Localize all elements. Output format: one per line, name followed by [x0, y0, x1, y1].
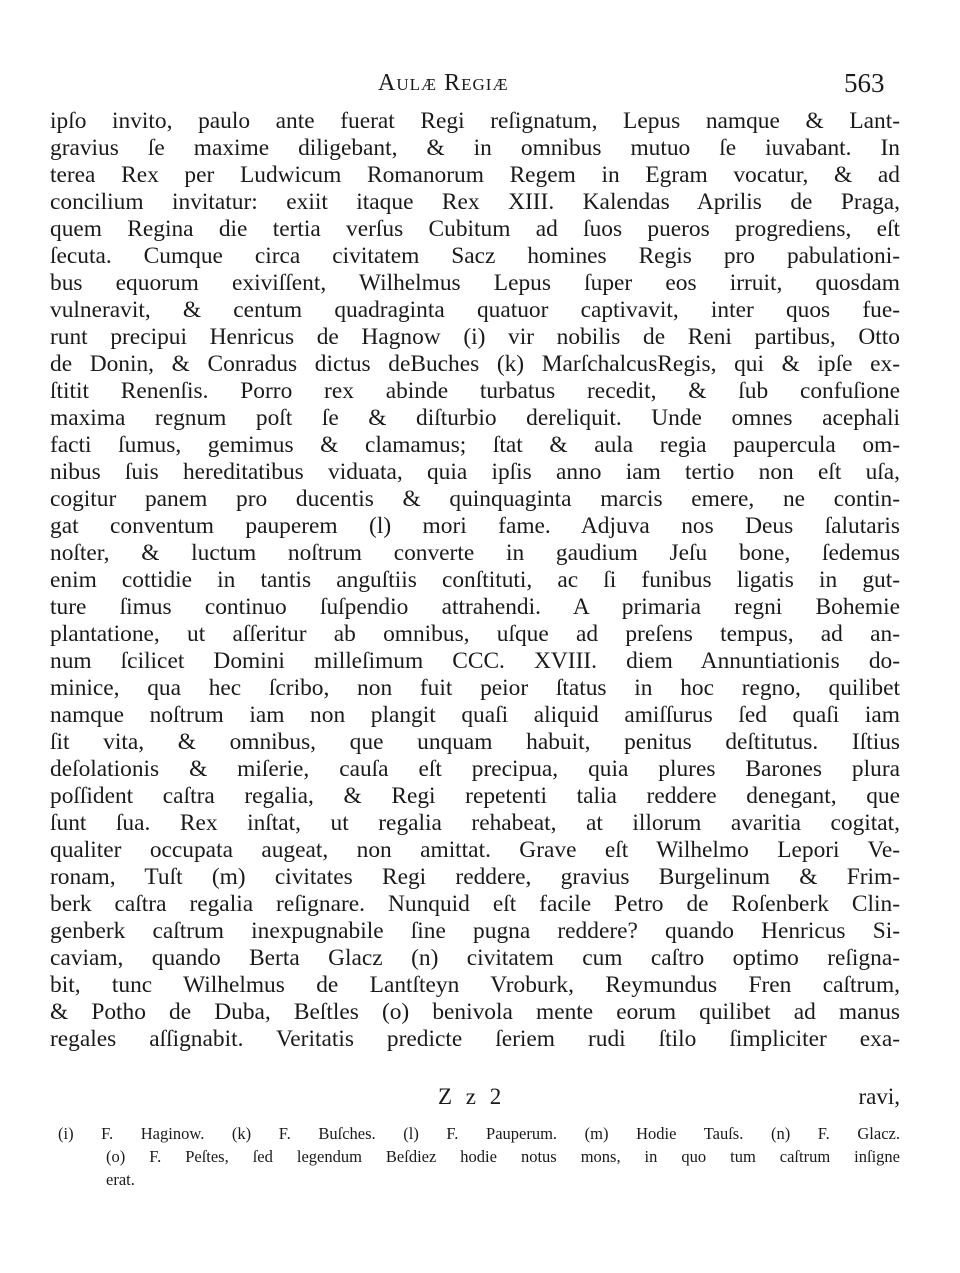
text-line: noſter, & luctum noſtrum converte in gaudium Jeſu bone, ſedemus: [50, 540, 900, 566]
text-line: regales aſſignabit. Veritatis predicte ſeriem rudi ſtilo ſimpliciter exa-: [50, 1026, 900, 1052]
text-line: maxima regnum poſt ſe & diſturbio dereliquit. Unde omnes acephali: [50, 405, 900, 431]
text-line: num ſcilicet Domini milleſimum CCC. XVIII. diem Annuntiationis do-: [50, 648, 900, 674]
text-line: enim cottidie in tantis anguſtiis conſtituti, ac ſi funibus ligatis in gut-: [50, 567, 900, 593]
text-line: genberk caſtrum inexpugnabile ſine pugna reddere? quando Henricus Si-: [50, 918, 900, 944]
text-line: ronam, Tuſt (m) civitates Regi reddere, gravius Burgelinum & Frim-: [50, 864, 900, 890]
page-number: 563: [844, 68, 885, 98]
text-line: gravius ſe maxime diligebant, & in omnibus mutuo ſe iuvabant. In: [50, 135, 900, 161]
footnote-line: (i) F. Haginow. (k) F. Buſches. (l) F. Pauperum. (m) Hodie Tauſs. (n) F. Glacz.: [58, 1124, 900, 1143]
catchword: ravi,: [858, 1084, 900, 1109]
text-line: caviam, quando Berta Glacz (n) civitatem cum caſtro optimo reſigna-: [50, 945, 900, 971]
text-line: runt precipui Henricus de Hagnow (i) vir nobilis de Reni partibus, Otto: [50, 324, 900, 350]
text-line: plantatione, ut aſſeritur ab omnibus, uſque ad preſens tempus, ad an-: [50, 621, 900, 647]
text-line: ſecuta. Cumque circa civitatem Sacz homines Regis pro pabulationi-: [50, 243, 900, 269]
text-line: minice, qua hec ſcribo, non fuit peior ſtatus in hoc regno, quilibet: [50, 675, 900, 701]
text-line: qualiter occupata augeat, non amittat. Grave eſt Wilhelmo Lepori Ve-: [50, 837, 900, 863]
text-line: terea Rex per Ludwicum Romanorum Regem in Egram vocatur, & ad: [50, 162, 900, 188]
text-line: concilium invitatur: exiit itaque Rex XIII. Kalendas Aprilis de Praga,: [50, 189, 900, 215]
text-line: ſunt ſua. Rex inſtat, ut regalia rehabeat, at illorum avaritia cogitat,: [50, 810, 900, 836]
text-line: de Donin, & Conradus dictus deBuches (k) MarſchalcusRegis, qui & ipſe ex-: [50, 351, 900, 377]
running-head: [0, 68, 960, 102]
text-line: ſit vita, & omnibus, que unquam habuit, penitus deſtitutus. Iſtius: [50, 729, 900, 755]
text-line: nibus ſuis hereditatibus viduata, quia ipſis anno iam tertio non eſt uſa,: [50, 459, 900, 485]
signature-mark: Z z 2: [438, 1084, 506, 1109]
running-title: Aulæ Regiæ: [378, 70, 509, 96]
text-line: quem Regina die tertia verſus Cubitum ad ſuos pueros progrediens, eſt: [50, 216, 900, 242]
text-line: bus equorum exiviſſent, Wilhelmus Lepus ſuper eos irruit, quosdam: [50, 270, 900, 296]
text-line: cogitur panem pro ducentis & quinquaginta marcis emere, ne contin-: [50, 486, 900, 512]
text-line: namque noſtrum iam non plangit quaſi aliquid amiſſurus ſed quaſi iam: [50, 702, 900, 728]
text-line: ipſo invito, paulo ante fuerat Regi reſignatum, Lepus namque & Lant-: [50, 108, 900, 134]
footnote-line: (o) F. Peſtes, ſed legendum Beſdiez hodie notus mons, in quo tum caſtrum inſigne: [106, 1147, 900, 1166]
text-line: ture ſimus continuo ſuſpendio attrahendi. A primaria regni Bohemie: [50, 594, 900, 620]
text-line: berk caſtra regalia reſignare. Nunquid eſt facile Petro de Roſenberk Clin-: [50, 891, 900, 917]
signature-row: [50, 1084, 900, 1112]
text-line: deſolationis & miſerie, cauſa eſt precipua, quia plures Barones plura: [50, 756, 900, 782]
footnote-line: erat.: [106, 1170, 135, 1189]
text-line: ſtitit Renenſis. Porro rex abinde turbatus recedit, & ſub confuſione: [50, 378, 900, 404]
text-line: poſſident caſtra regalia, & Regi repetenti talia reddere denegant, que: [50, 783, 900, 809]
text-line: bit, tunc Wilhelmus de Lantſteyn Vroburk, Reymundus Fren caſtrum,: [50, 972, 900, 998]
text-line: & Potho de Duba, Beſtles (o) benivola mente eorum quilibet ad manus: [50, 999, 900, 1025]
text-line: facti ſumus, gemimus & clamamus; ſtat & aula regia paupercula om-: [50, 432, 900, 458]
text-line: gat conventum pauperem (l) mori fame. Adjuva nos Deus ſalutaris: [50, 513, 900, 539]
text-line: vulneravit, & centum quadraginta quatuor captivavit, inter quos fue-: [50, 297, 900, 323]
